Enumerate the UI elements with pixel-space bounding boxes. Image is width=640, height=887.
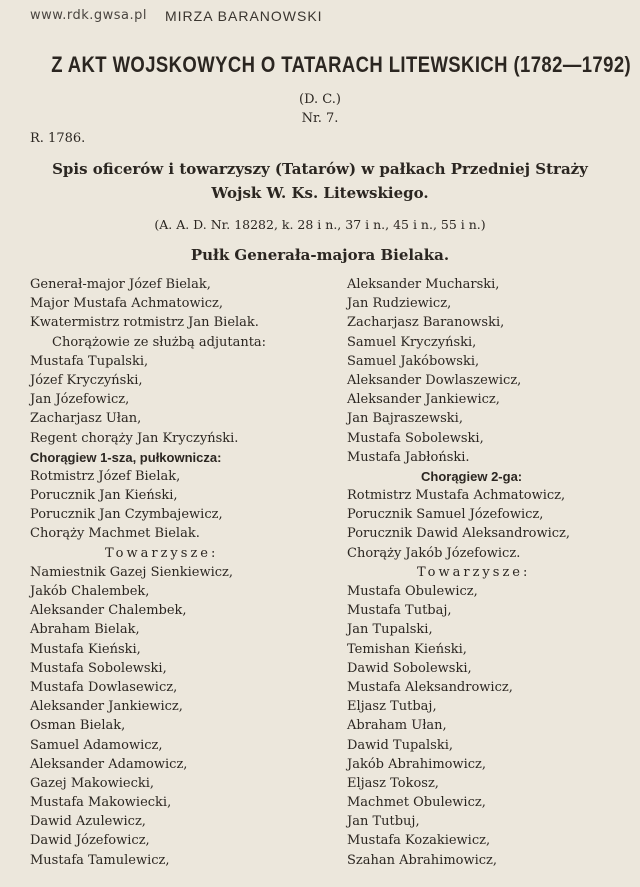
- list-item: Samuel Adamowicz,: [30, 737, 163, 753]
- list-item: Jakób Abrahimowicz,: [347, 756, 487, 772]
- list-item: Gazej Makowiecki,: [30, 775, 155, 791]
- document-number: Nr. 7.: [301, 111, 339, 126]
- list-item: Józef Kryczyński,: [30, 372, 143, 388]
- list-item: Jakób Chalembek,: [30, 584, 150, 599]
- list-item: Samuel Kryczyński,: [347, 334, 477, 350]
- archive-reference: (A. A. D. Nr. 18282, k. 28 i n., 37 i n., 45 i n., 55 i n.): [154, 217, 486, 232]
- list-item: Aleksander Adamowicz,: [30, 756, 188, 772]
- list-item: Mustafa Tamulewicz,: [30, 852, 170, 868]
- list-item: Aleksander Chalembek,: [30, 603, 187, 619]
- banner-2-heading: Chorągiew 2-ga:: [421, 468, 523, 484]
- list-item: Dawid Azulewicz,: [30, 814, 146, 830]
- list-item: Eljasz Tokosz,: [347, 775, 439, 791]
- author-name: MIRZA BARANOWSKI: [165, 8, 323, 24]
- left-column: [30, 275, 330, 870]
- list-item: Mustafa Makowiecki,: [30, 795, 172, 811]
- subheading-adjutants: Chorążowie ze służbą adjutanta:: [52, 334, 267, 350]
- list-item: Mustafa Sobolewski,: [30, 660, 167, 676]
- list-item: Samuel Jakóbowski,: [347, 353, 480, 369]
- list-heading-line-1: Spis oficerów i towarzyszy (Tatarów) w pałkach Przedniej Straży: [52, 160, 588, 178]
- list-item: Mustafa Sobolewski,: [347, 430, 484, 446]
- list-item: Aleksander Dowlaszewicz,: [347, 372, 522, 388]
- document-title: Z AKT WOJSKOWYCH O TATARACH LITEWSKICH (1782—1792): [51, 52, 632, 77]
- list-item: Jan Tutbuj,: [347, 814, 420, 830]
- list-item: Abraham Ułan,: [347, 718, 447, 734]
- list-item: Chorąży Jakób Józefowicz.: [347, 545, 521, 561]
- regiment-heading: Pułk Generała-majora Bielaka.: [190, 246, 450, 264]
- list-item: Mustafa Dowlasewicz,: [30, 679, 178, 695]
- subheading-companions: Towarzysze:: [417, 564, 531, 580]
- list-item: Porucznik Dawid Aleksandrowicz,: [347, 526, 571, 542]
- list-item: Aleksander Jankiewicz,: [347, 392, 500, 408]
- list-item: Mustafa Kieński,: [30, 641, 141, 657]
- list-item: Mustafa Kozakiewicz,: [347, 833, 491, 849]
- list-item: Machmet Obulewicz,: [347, 795, 486, 811]
- list-item: Jan Józefowicz,: [30, 392, 130, 408]
- list-item: Aleksander Jankiewicz,: [30, 699, 183, 715]
- list-item: Dawid Józefowicz,: [30, 833, 150, 849]
- list-item: Regent chorąży Jan Kryczyński.: [30, 430, 239, 446]
- list-item: Chorąży Machmet Bielak.: [30, 526, 200, 542]
- list-item: Zacharjasz Ułan,: [30, 411, 142, 427]
- list-item: Porucznik Jan Czymbajewicz,: [30, 507, 223, 523]
- continuation-mark: (D. C.): [299, 92, 341, 107]
- list-item: Mustafa Tupalski,: [30, 353, 149, 369]
- list-item: Jan Rudziewicz,: [347, 296, 452, 312]
- year-label: R. 1786.: [30, 131, 86, 146]
- list-item: Jan Tupalski,: [347, 622, 433, 638]
- subheading-companions: Towarzysze:: [105, 545, 219, 561]
- list-heading-line-2: Wojsk W. Ks. Litewskiego.: [211, 184, 429, 202]
- list-item: Rotmistrz Józef Bielak,: [30, 468, 181, 484]
- list-item: Mustafa Aleksandrowicz,: [347, 679, 513, 695]
- list-item: Major Mustafa Achmatowicz,: [30, 296, 224, 312]
- list-item: Osman Bielak,: [30, 718, 126, 734]
- list-item: Zacharjasz Baranowski,: [347, 315, 505, 331]
- list-item: Kwatermistrz rotmistrz Jan Bielak.: [30, 315, 259, 331]
- right-column: [347, 275, 617, 870]
- list-item: Porucznik Jan Kieński,: [30, 488, 178, 504]
- watermark: www.rdk.gwsa.pl: [30, 8, 147, 23]
- list-item: Mustafa Jabłoński.: [347, 449, 470, 465]
- list-item: Rotmistrz Mustafa Achmatowicz,: [347, 488, 566, 504]
- list-item: Szahan Abrahimowicz,: [347, 852, 498, 868]
- list-item: Dawid Sobolewski,: [347, 660, 472, 676]
- list-item: Mustafa Tutbaj,: [347, 603, 452, 619]
- banner-1-heading: Chorągiew 1-sza, pułkownicza:: [30, 449, 222, 465]
- list-item: Generał-major Józef Bielak,: [30, 277, 211, 292]
- list-item: Dawid Tupalski,: [347, 737, 454, 753]
- list-item: Temishan Kieński,: [347, 641, 467, 657]
- list-item: Aleksander Mucharski,: [347, 277, 500, 292]
- list-item: Namiestnik Gazej Sienkiewicz,: [30, 564, 233, 580]
- list-item: Jan Bajraszewski,: [347, 411, 463, 427]
- list-item: Mustafa Obulewicz,: [347, 584, 478, 599]
- list-item: Eljasz Tutbaj,: [347, 699, 437, 715]
- list-item: Porucznik Samuel Józefowicz,: [347, 507, 544, 523]
- list-item: Abraham Bielak,: [30, 622, 140, 638]
